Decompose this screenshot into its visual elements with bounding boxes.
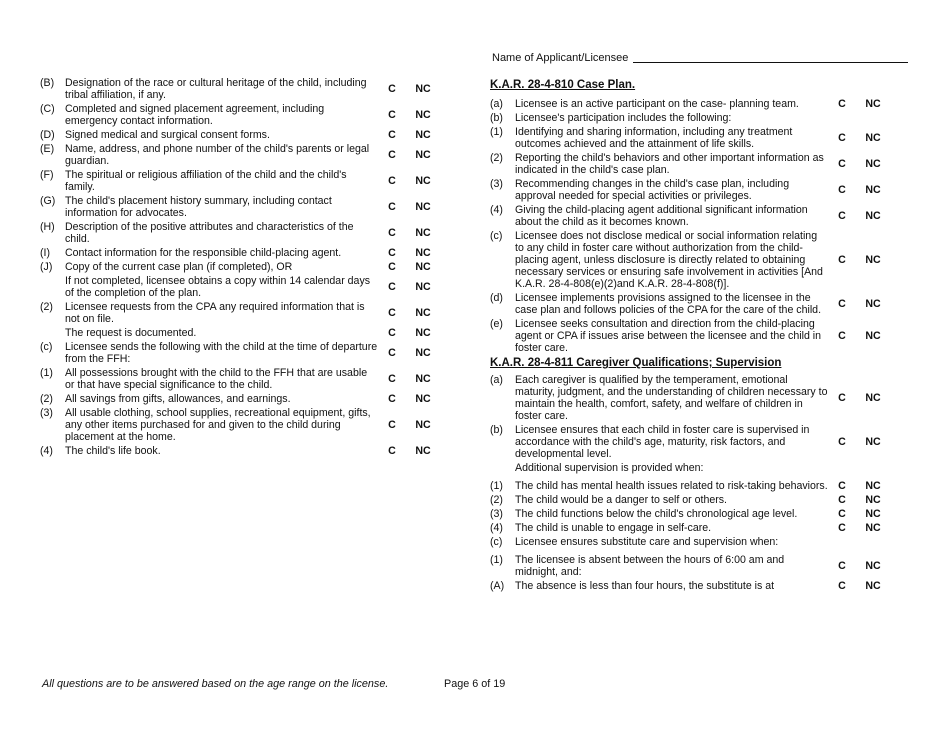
compliant-option[interactable]: C [838, 298, 846, 310]
item-label: (3) [490, 508, 503, 520]
noncompliant-option[interactable]: NC [865, 132, 881, 144]
item-text: Recommending changes in the child's case plan, including approval needed for special activities or privileges. [515, 178, 790, 202]
item-label: (2) [40, 393, 53, 405]
noncompliant-option[interactable]: NC [865, 580, 881, 592]
list-item [490, 494, 890, 506]
item-text: Designation of the race or cultural heritage of the child, including tribal affiliation, if any. [65, 77, 367, 101]
item-text: The child's placement history summary, including contact information for advocates. [65, 195, 332, 219]
item-text: Licensee does not disclose medical or social information relating to any child in foster care without authorization from the child-placing agent, unless disclosure is directly related to obtaining necessary services or ensuring safe involvement in activities [And K.A.R. 28-4-808(e)(2)and K.A.R. 28-4-808(f)]. [515, 230, 823, 290]
noncompliant-option[interactable]: NC [415, 175, 431, 187]
footer-note: All questions are to be answered based on the age range on the license. [42, 678, 389, 690]
noncompliant-option[interactable]: NC [415, 201, 431, 213]
compliant-option[interactable]: C [838, 494, 846, 506]
noncompliant-option[interactable]: NC [865, 254, 881, 266]
item-label: (2) [490, 494, 503, 506]
compliant-option[interactable]: C [838, 158, 846, 170]
noncompliant-option[interactable]: NC [415, 109, 431, 121]
noncompliant-option[interactable]: NC [865, 98, 881, 110]
noncompliant-option[interactable]: NC [865, 330, 881, 342]
compliant-option[interactable]: C [838, 392, 846, 404]
compliant-option[interactable]: C [388, 129, 396, 141]
item-label: (H) [40, 221, 55, 233]
item-text: The child's life book. [65, 445, 161, 457]
item-text: Description of the positive attributes and characteristics of the child. [65, 221, 354, 245]
list-item [490, 112, 890, 124]
noncompliant-option[interactable]: NC [415, 307, 431, 319]
item-label: (e) [490, 318, 503, 330]
item-text: If not completed, licensee obtains a copy within 14 calendar days of the completion of the plan. [65, 275, 371, 299]
item-text: Licensee requests from the CPA any required information that is not on file. [65, 301, 365, 325]
list-item [40, 301, 440, 325]
compliant-option[interactable]: C [388, 393, 396, 405]
compliant-option[interactable]: C [388, 201, 396, 213]
list-item [40, 103, 440, 127]
noncompliant-option[interactable]: NC [865, 210, 881, 222]
list-item [490, 580, 890, 592]
item-text: Licensee sends the following with the child at the time of departure from the FFH: [65, 341, 378, 365]
item-label: (E) [40, 143, 55, 155]
list-item [40, 393, 440, 405]
item-text: Licensee is an active participant on the case- planning team. [515, 98, 799, 110]
item-text: All usable clothing, school supplies, recreational equipment, gifts, any other items purchased for and given to the child during placement at the home. [65, 407, 371, 443]
item-text: Licensee ensures substitute care and supervision when: [515, 536, 779, 548]
item-text: Signed medical and surgical consent forms. [65, 129, 270, 141]
noncompliant-option[interactable]: NC [415, 261, 431, 273]
item-label: (b) [490, 424, 503, 436]
item-label: (2) [490, 152, 503, 164]
item-label: (4) [490, 204, 503, 216]
compliant-option[interactable]: C [838, 560, 846, 572]
item-text: The licensee is absent between the hours of 6:00 am and midnight, and: [515, 554, 785, 578]
right-column [490, 78, 890, 594]
noncompliant-option[interactable]: NC [865, 392, 881, 404]
item-label: (B) [40, 77, 55, 89]
noncompliant-option[interactable]: NC [415, 83, 431, 95]
item-text: The child would be a danger to self or others. [515, 494, 727, 506]
compliant-option[interactable]: C [388, 261, 396, 273]
item-label: (a) [490, 98, 503, 110]
compliant-option[interactable]: C [838, 522, 846, 534]
item-text: Additional supervision is provided when: [515, 462, 704, 474]
noncompliant-option[interactable]: NC [415, 227, 431, 239]
noncompliant-option[interactable]: NC [865, 508, 881, 520]
item-text: All possessions brought with the child to the FFH that are usable or that have special significance to the child. [65, 367, 368, 391]
list-item [40, 261, 440, 273]
list-item [490, 480, 890, 492]
item-text: Licensee ensures that each child in foster care is supervised in accordance with the child's age, maturity, risk factors, and developmental level. [515, 424, 810, 460]
list-item [40, 169, 440, 193]
compliant-option[interactable]: C [388, 83, 396, 95]
applicant-name-line[interactable] [633, 62, 908, 63]
item-label: (A) [490, 580, 505, 592]
list-item [40, 445, 440, 457]
compliant-option[interactable]: C [838, 436, 846, 448]
compliant-option[interactable]: C [388, 347, 396, 359]
item-label: (1) [490, 126, 503, 138]
item-text: Reporting the child's behaviors and other important information as indicated in the child's case plan. [515, 152, 824, 176]
list-item [40, 77, 440, 101]
compliant-option[interactable]: C [388, 445, 396, 457]
item-text: The spiritual or religious affiliation of the child and the child's family. [65, 169, 347, 193]
noncompliant-option[interactable]: NC [865, 522, 881, 534]
item-label: (F) [40, 169, 54, 181]
noncompliant-option[interactable]: NC [415, 373, 431, 385]
compliant-option[interactable]: C [838, 508, 846, 520]
item-label: (b) [490, 112, 503, 124]
noncompliant-option[interactable]: NC [865, 184, 881, 196]
compliant-option[interactable]: C [388, 227, 396, 239]
item-label: (1) [490, 480, 503, 492]
noncompliant-option[interactable]: NC [865, 480, 881, 492]
list-item [490, 178, 890, 202]
compliant-option[interactable]: C [388, 307, 396, 319]
item-label: (c) [490, 230, 503, 242]
noncompliant-option[interactable]: NC [415, 445, 431, 457]
item-text: Licensee seeks consultation and direction from the child-placing agent or CPA if issues arise between the licensee and the child in foster care. [515, 318, 822, 354]
item-text: The request is documented. [65, 327, 197, 339]
item-label: (c) [490, 536, 503, 548]
noncompliant-option[interactable]: NC [865, 436, 881, 448]
list-item [490, 292, 890, 316]
compliant-option[interactable]: C [388, 419, 396, 431]
noncompliant-option[interactable]: NC [415, 247, 431, 259]
compliant-option[interactable]: C [388, 109, 396, 121]
list-item [490, 374, 890, 422]
compliant-option[interactable]: C [838, 210, 846, 222]
list-item [40, 221, 440, 245]
compliant-option[interactable]: C [838, 254, 846, 266]
noncompliant-option[interactable]: NC [415, 149, 431, 161]
item-text: The child is unable to engage in self-care. [515, 522, 712, 534]
noncompliant-option[interactable]: NC [415, 327, 431, 339]
item-text: Copy of the current case plan (if completed), OR [65, 261, 293, 273]
item-label: (1) [490, 554, 503, 566]
item-label: (D) [40, 129, 55, 141]
compliant-option[interactable]: C [838, 330, 846, 342]
compliant-option[interactable]: C [838, 184, 846, 196]
list-item [490, 230, 890, 290]
list-item [490, 554, 890, 578]
list-item [40, 327, 440, 339]
item-label: (3) [40, 407, 53, 419]
item-label: (d) [490, 292, 503, 304]
compliant-option[interactable]: C [838, 480, 846, 492]
item-label: (J) [40, 261, 53, 273]
list-item [490, 508, 890, 520]
noncompliant-option[interactable]: NC [415, 129, 431, 141]
item-label: (a) [490, 374, 503, 386]
list-item [490, 152, 890, 176]
applicant-name-label: Name of Applicant/Licensee [492, 52, 629, 64]
section-title-caregiver: K.A.R. 28-4-811 Caregiver Qualifications; Supervision [490, 357, 782, 369]
item-label: (2) [40, 301, 53, 313]
compliant-option[interactable]: C [838, 132, 846, 144]
list-item [490, 536, 890, 548]
item-text: Contact information for the responsible child-placing agent. [65, 247, 342, 259]
list-item [40, 129, 440, 141]
noncompliant-option[interactable]: NC [865, 158, 881, 170]
list-item [40, 341, 440, 365]
compliant-option[interactable]: C [388, 327, 396, 339]
item-label: (G) [40, 195, 56, 207]
list-item [40, 247, 440, 259]
item-text: Each caregiver is qualified by the temperament, emotional maturity, judgment, and the understanding of children necessary to maintain the health, comfort, safety, and welfare of children in foster care. [515, 374, 828, 422]
list-item [490, 424, 890, 460]
list-item [490, 318, 890, 354]
item-label: (c) [40, 341, 53, 353]
compliant-option[interactable]: C [838, 98, 846, 110]
list-item [490, 98, 890, 110]
item-label: (4) [490, 522, 503, 534]
item-label: (1) [40, 367, 53, 379]
left-column [40, 77, 440, 459]
compliant-option[interactable]: C [388, 247, 396, 259]
item-text: The child has mental health issues related to risk-taking behaviors. [515, 480, 828, 492]
item-label: (4) [40, 445, 53, 457]
compliant-option[interactable]: C [388, 149, 396, 161]
list-item [40, 275, 440, 299]
section-title-case-plan: K.A.R. 28-4-810 Case Plan. [490, 79, 636, 91]
item-text: The child functions below the child's chronological age level. [515, 508, 798, 520]
item-text: Licensee implements provisions assigned to the licensee in the case plan and follows policies of the CPA for the care of the child. [515, 292, 822, 316]
list-item [490, 204, 890, 228]
noncompliant-option[interactable]: NC [865, 298, 881, 310]
compliant-option[interactable]: C [388, 373, 396, 385]
item-label: (I) [40, 247, 50, 259]
item-text: Identifying and sharing information, including any treatment outcomes achieved and the attainment of life skills. [515, 126, 793, 150]
item-text: Name, address, and phone number of the child's parents or legal guardian. [65, 143, 370, 167]
compliant-option[interactable]: C [388, 281, 396, 293]
list-item [490, 462, 890, 474]
page-number: Page 6 of 19 [444, 678, 506, 690]
list-item [40, 407, 440, 443]
compliant-option[interactable]: C [838, 580, 846, 592]
list-item [490, 522, 890, 534]
noncompliant-option[interactable]: NC [415, 347, 431, 359]
item-text: Completed and signed placement agreement, including emergency contact information. [65, 103, 325, 127]
noncompliant-option[interactable]: NC [415, 393, 431, 405]
item-text: The absence is less than four hours, the substitute is at [515, 580, 775, 592]
item-label: (C) [40, 103, 55, 115]
item-text: All savings from gifts, allowances, and earnings. [65, 393, 291, 405]
list-item [40, 367, 440, 391]
item-label: (3) [490, 178, 503, 190]
item-text: Giving the child-placing agent additional significant information about the child as it becomes known. [515, 204, 808, 228]
item-text: Licensee's participation includes the following: [515, 112, 732, 124]
noncompliant-option[interactable]: NC [865, 494, 881, 506]
list-item [40, 195, 440, 219]
list-item [40, 143, 440, 167]
noncompliant-option[interactable]: NC [415, 281, 431, 293]
noncompliant-option[interactable]: NC [415, 419, 431, 431]
list-item [490, 126, 890, 150]
compliant-option[interactable]: C [388, 175, 396, 187]
noncompliant-option[interactable]: NC [865, 560, 881, 572]
